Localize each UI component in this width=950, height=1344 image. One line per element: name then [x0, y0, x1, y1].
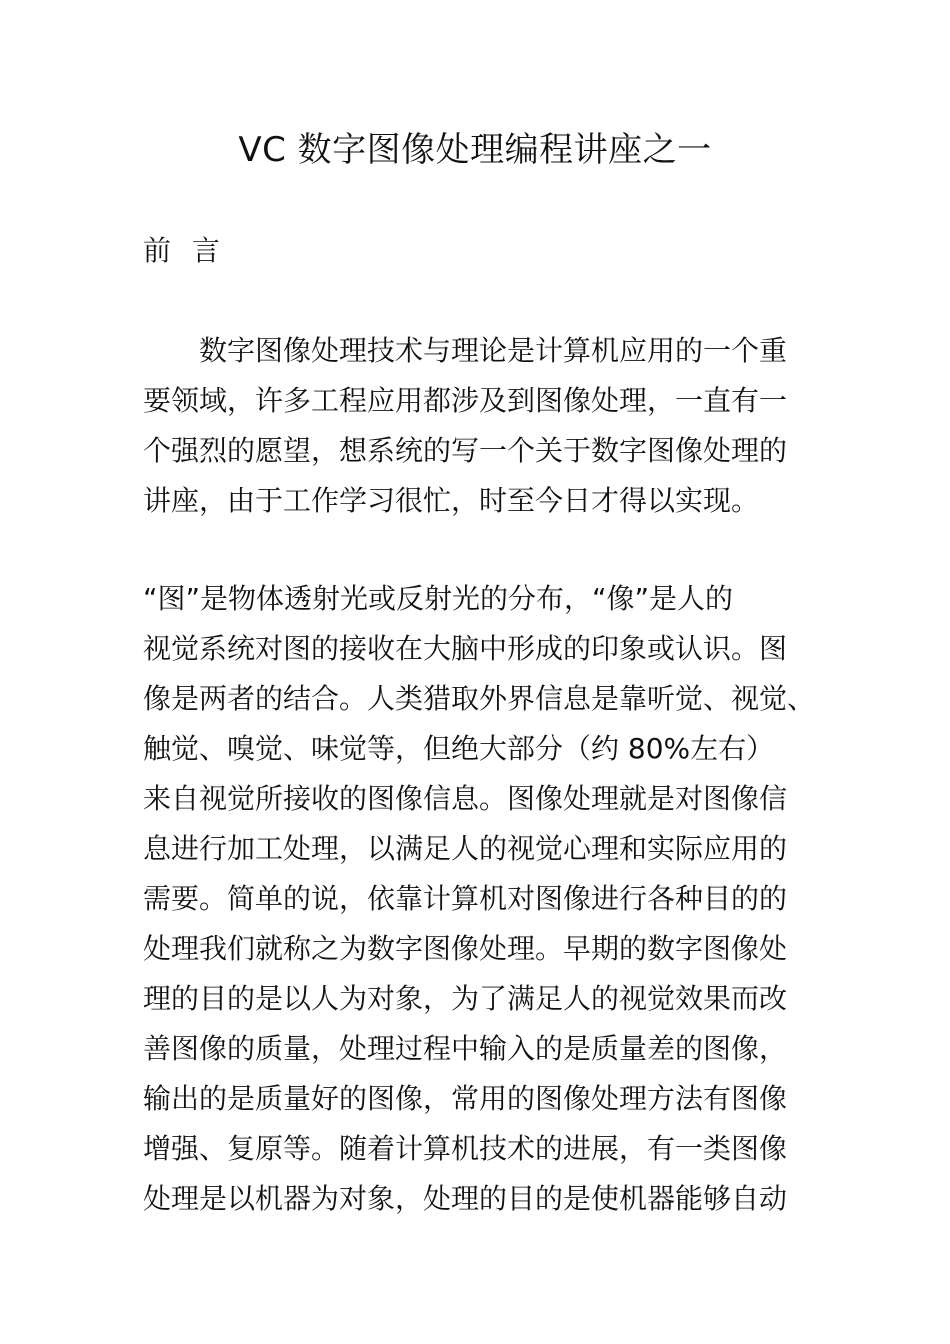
paragraph-line: 数字图像处理技术与理论是计算机应用的一个重 [143, 334, 788, 367]
paragraph-line: 来自视觉所接收的图像信息。图像处理就是对图像信 [143, 782, 788, 815]
paragraph-line: 触觉、嗅觉、味觉等，但绝大部分（约 80%左右） [143, 732, 775, 765]
paragraph-line: “图”是物体透射光或反射光的分布，“像”是人的 [143, 582, 734, 615]
paragraph-line: 讲座，由于工作学习很忙，时至今日才得以实现。 [143, 484, 760, 517]
paragraph-line: 像是两者的结合。人类猎取外界信息是靠听觉、视觉、 [143, 682, 816, 715]
paragraph-line: 善图像的质量，处理过程中输入的是质量差的图像， [143, 1032, 788, 1065]
document-title: VC 数字图像处理编程讲座之一 [238, 130, 712, 170]
paragraph-line: 输出的是质量好的图像，常用的图像处理方法有图像 [143, 1082, 788, 1115]
paragraph-line: 需要。简单的说，依靠计算机对图像进行各种目的的 [143, 882, 788, 915]
paragraph-line: 处理是以机器为对象，处理的目的是使机器能够自动 [143, 1182, 788, 1215]
paragraph-line: 个强烈的愿望，想系统的写一个关于数字图像处理的 [143, 434, 788, 467]
paragraph-line: 处理我们就称之为数字图像处理。早期的数字图像处 [143, 932, 788, 965]
paragraph-line: 增强、复原等。随着计算机技术的进展，有一类图像 [143, 1132, 788, 1165]
paragraph-line: 要领域，许多工程应用都涉及到图像处理，一直有一 [143, 384, 788, 417]
section-heading-preface: 前 言 [143, 234, 226, 267]
paragraph-line: 视觉系统对图的接收在大脑中形成的印象或认识。图 [143, 632, 788, 665]
paragraph-line: 息进行加工处理，以满足人的视觉心理和实际应用的 [143, 832, 788, 865]
paragraph-line: 理的目的是以人为对象，为了满足人的视觉效果而改 [143, 982, 788, 1015]
